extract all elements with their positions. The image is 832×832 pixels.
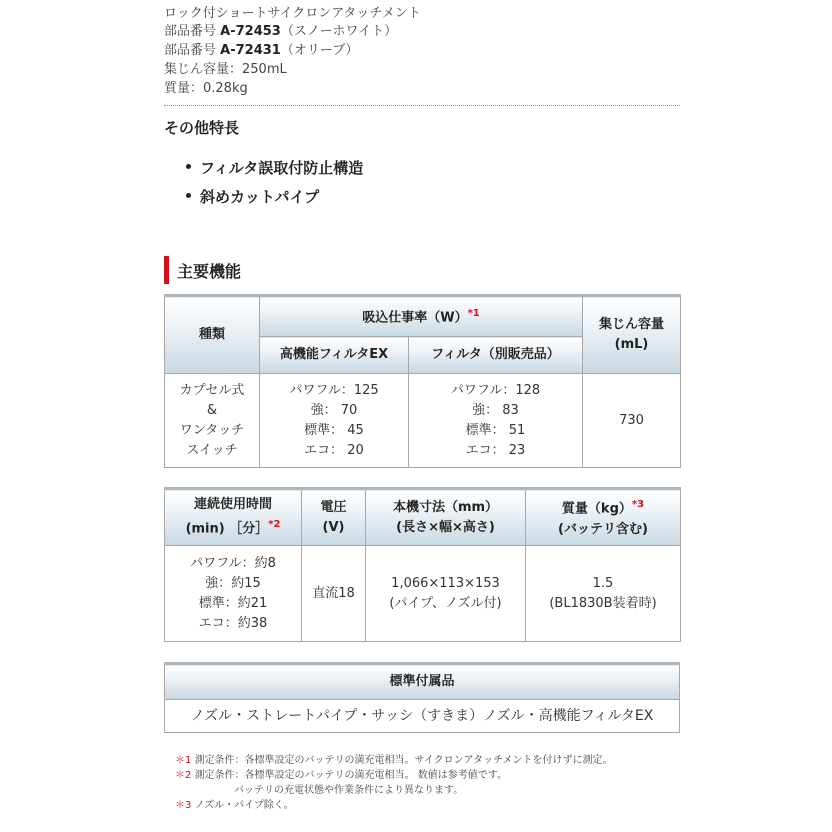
attachment-capacity: 集じん容量：250mL — [164, 62, 287, 77]
feature-item: 斜めカットパイプ — [186, 186, 319, 207]
runtime-header: 連続使用時間 (min) ［分］$^{*2}$ — [165, 489, 302, 546]
other-features-title: その他特長 — [164, 119, 240, 137]
capacity-cell: 730 — [583, 374, 681, 468]
feature-item: フィルタ誤取付防止構造 — [186, 157, 363, 178]
part-number-row — [164, 42, 358, 60]
footnote-mark: *3 — [631, 499, 645, 511]
part-label: 部品番号 — [164, 43, 217, 58]
footnote: ＊1 測定条件：各標準設定のバッテリの満充電相当。サイクロンアタッチメントを付けずに測定。 — [175, 755, 613, 766]
footnote: ＊3 ノズル・パイプ除く。 — [175, 800, 294, 811]
bullet-icon — [186, 164, 191, 169]
section-marker — [164, 256, 169, 284]
part-number-row — [164, 23, 397, 41]
attachment-weight: 質量：0.28kg — [164, 81, 248, 96]
part-label: 部品番号 — [164, 24, 217, 39]
type-header: 種類 — [165, 296, 260, 374]
part-code: A-72453 — [220, 24, 281, 39]
footnote: ＊2 測定条件：各標準設定のバッテリの満充電相当。 数値は参考値です。 — [175, 770, 507, 781]
section-title: 主要機能 — [177, 262, 242, 281]
part-color: （スノーホワイト） — [280, 24, 398, 39]
size-cell: 1,066×113×153 (パイプ、ノズル付) — [366, 546, 526, 642]
part-color: （オリーブ） — [280, 43, 359, 58]
runtime-spec-table — [164, 487, 681, 642]
filter-ex-cell: パワフル：125 強： 70 標準： 45 エコ： 20 — [260, 374, 409, 468]
footnote-mark: *1 — [467, 308, 480, 320]
filter-opt-header: フィルタ（別販売品） — [409, 337, 583, 374]
footnote-mark: *2 — [268, 519, 281, 531]
filter-opt-cell: パワフル：128 強： 83 標準： 51 エコ： 23 — [409, 374, 583, 468]
type-cell: カプセル式 & ワンタッチ スイッチ — [165, 374, 260, 468]
voltage-header: 電圧 (V) — [302, 489, 366, 546]
accessories-cell: ノズル・ストレートパイプ・サッシ（すきま）ノズル・高機能フィルタEX — [165, 700, 680, 733]
part-code: A-72431 — [220, 43, 281, 58]
size-header: 本機寸法（mm） (長さ×幅×高さ) — [366, 489, 526, 546]
capacity-header: 集じん容量 (mL) — [583, 296, 681, 374]
runtime-cell: パワフル：約8 強：約15 標準：約21 エコ：約38 — [165, 546, 302, 642]
accessories-table — [164, 662, 680, 733]
filter-ex-header: 高機能フィルタEX — [260, 337, 409, 374]
bullet-icon — [186, 193, 191, 198]
footnote: バッテリの充電状態や作業条件により異なります。 — [234, 785, 464, 796]
voltage-cell: 直流18 — [302, 546, 366, 642]
attachment-name: ロック付ショートサイクロンアタッチメント — [164, 6, 421, 21]
suction-spec-table — [164, 294, 681, 468]
weight-header: 質量（kg）$^{*3}$ (バッテリ含む) — [526, 489, 681, 546]
weight-cell: 1.5 (BL1830B装着時) — [526, 546, 681, 642]
accessories-header: 標準付属品 — [165, 664, 680, 700]
suction-header: 吸込仕事率$(W)^{*1}$ — [260, 296, 583, 337]
divider — [164, 105, 680, 106]
